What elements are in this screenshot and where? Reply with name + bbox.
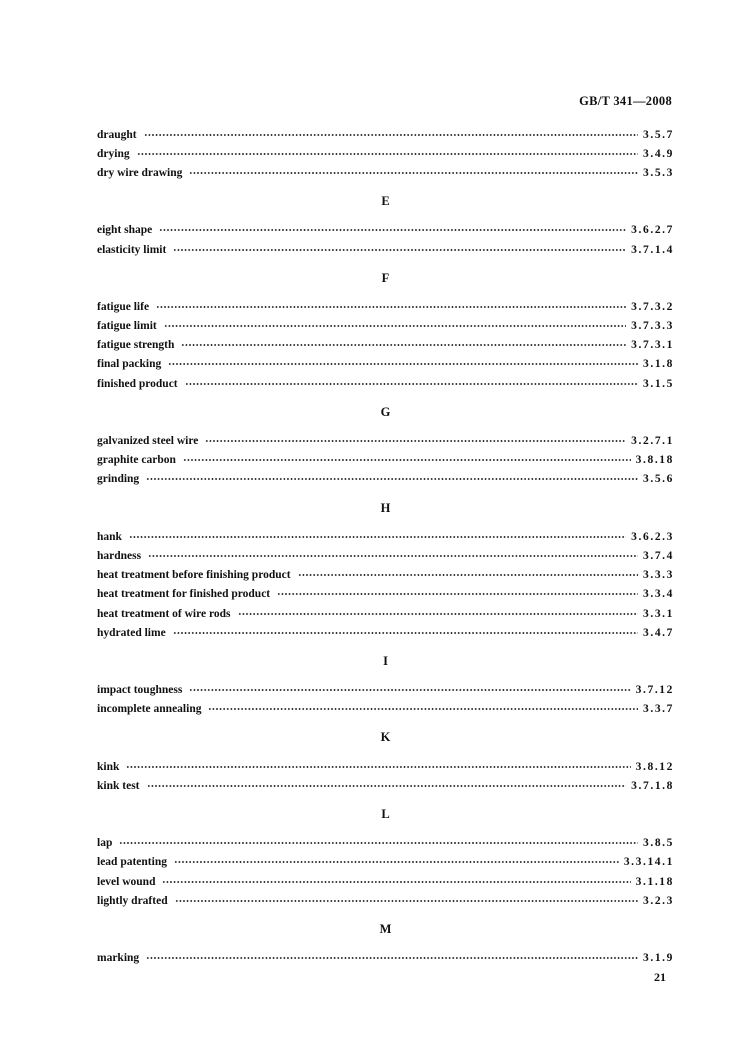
- dot-leader: [185, 374, 638, 393]
- dot-leader: [173, 623, 638, 642]
- dot-leader: [164, 317, 626, 336]
- dot-leader: [208, 700, 638, 719]
- index-entry: [97, 757, 674, 776]
- entry-term: draught: [97, 128, 137, 141]
- dot-leader: [119, 834, 638, 853]
- dot-leader: [298, 566, 638, 585]
- index-entry: [97, 776, 674, 795]
- index-entry: [97, 374, 674, 393]
- entry-term: heat treatment for finished product: [97, 588, 271, 601]
- entry-clause-reference: 3.5.3: [643, 166, 674, 179]
- entry-term: lap: [97, 837, 113, 850]
- entry-clause-reference: 3.1.5: [643, 377, 674, 390]
- dot-leader: [126, 757, 630, 776]
- entry-term: final packing: [97, 358, 162, 371]
- entry-clause-reference: 3.1.9: [643, 952, 674, 965]
- entry-clause-reference: 3.7.3.3: [631, 320, 674, 333]
- entry-term: graphite carbon: [97, 454, 176, 467]
- index-entry: [97, 451, 674, 470]
- dot-leader: [183, 451, 631, 470]
- index-entry: [97, 681, 674, 700]
- letter-heading: E: [381, 194, 390, 209]
- entry-term: hardness: [97, 549, 142, 562]
- dot-leader: [173, 240, 626, 259]
- dot-leader: [147, 776, 627, 795]
- index-entry: [97, 221, 674, 240]
- entry-clause-reference: 3.8.5: [643, 837, 674, 850]
- index-entry: [97, 891, 674, 910]
- index-entry: [97, 527, 674, 546]
- entry-clause-reference: 3.7.12: [635, 684, 674, 697]
- entry-term: drying: [97, 147, 130, 160]
- entry-term: galvanized steel wire: [97, 435, 199, 448]
- index-entry: [97, 623, 674, 642]
- entry-clause-reference: 3.5.7: [643, 128, 674, 141]
- letter-heading: L: [381, 806, 390, 821]
- index-entry: [97, 125, 674, 144]
- entry-term: dry wire drawing: [97, 166, 183, 179]
- entry-clause-reference: 3.3.14.1: [623, 856, 674, 869]
- index-entry: [97, 949, 674, 968]
- dot-leader: [159, 221, 626, 240]
- entry-clause-reference: 3.5.6: [643, 473, 674, 486]
- entry-term: finished product: [97, 377, 178, 390]
- dot-leader: [146, 470, 638, 489]
- letter-heading: M: [379, 921, 392, 936]
- entry-clause-reference: 3.7.3.2: [631, 300, 674, 313]
- entry-term: hank: [97, 530, 122, 543]
- letter-heading: G: [380, 404, 391, 419]
- page-number: 21: [654, 970, 666, 984]
- entry-clause-reference: 3.4.9: [643, 147, 674, 160]
- entry-term: incomplete annealing: [97, 703, 202, 716]
- letter-heading: H: [380, 500, 391, 515]
- dot-leader: [205, 431, 626, 450]
- index-entry: [97, 355, 674, 374]
- entry-term: impact toughness: [97, 684, 183, 697]
- entry-clause-reference: 3.2.3: [643, 894, 674, 907]
- index-entry: [97, 604, 674, 623]
- index-entry: [97, 163, 674, 182]
- entry-clause-reference: 3.7.3.1: [631, 339, 674, 352]
- dot-leader: [181, 336, 626, 355]
- entry-term: kink test: [97, 779, 140, 792]
- dot-leader: [162, 872, 630, 891]
- entry-clause-reference: 3.7.4: [643, 549, 674, 562]
- entry-term: fatigue life: [97, 300, 150, 313]
- entry-clause-reference: 3.2.7.1: [631, 435, 674, 448]
- entry-clause-reference: 3.1.8: [643, 358, 674, 371]
- entry-term: hydrated lime: [97, 626, 166, 639]
- dot-leader: [174, 853, 619, 872]
- dot-leader: [277, 585, 638, 604]
- index-entry: [97, 872, 674, 891]
- entry-clause-reference: 3.1.18: [635, 875, 674, 888]
- index-entry: [97, 297, 674, 316]
- dot-leader: [129, 527, 626, 546]
- entry-term: elasticity limit: [97, 243, 167, 256]
- entry-term: lead patenting: [97, 856, 167, 869]
- index-entry: [97, 853, 674, 872]
- entry-clause-reference: 3.3.4: [643, 588, 674, 601]
- dot-leader: [148, 546, 638, 565]
- entry-term: fatigue strength: [97, 339, 175, 352]
- entry-term: heat treatment before finishing product: [97, 569, 291, 582]
- entry-term: heat treatment of wire rods: [97, 607, 231, 620]
- entry-clause-reference: 3.4.7: [643, 626, 674, 639]
- index-entry: [97, 470, 674, 489]
- index-entry: [97, 144, 674, 163]
- dot-leader: [189, 163, 638, 182]
- dot-leader: [144, 125, 638, 144]
- index-entry: [97, 585, 674, 604]
- entry-term: lightly drafted: [97, 894, 168, 907]
- entry-clause-reference: 3.3.3: [643, 569, 674, 582]
- entry-term: level wound: [97, 875, 156, 888]
- entry-term: eight shape: [97, 224, 153, 237]
- index-entry: [97, 834, 674, 853]
- entry-term: kink: [97, 760, 120, 773]
- index-entry: [97, 546, 674, 565]
- index-entry: [97, 566, 674, 585]
- dot-leader: [156, 297, 626, 316]
- entry-clause-reference: 3.3.1: [643, 607, 674, 620]
- entry-clause-reference: 3.8.18: [635, 454, 674, 467]
- index-entry: [97, 317, 674, 336]
- dot-leader: [168, 355, 638, 374]
- dot-leader: [189, 681, 630, 700]
- index-entry: [97, 700, 674, 719]
- document-header: GB/T 341—2008: [579, 94, 672, 108]
- entry-clause-reference: 3.7.1.8: [631, 779, 674, 792]
- entry-term: grinding: [97, 473, 140, 486]
- index-entry: [97, 431, 674, 450]
- entry-clause-reference: 3.8.12: [635, 760, 674, 773]
- entry-clause-reference: 3.6.2.3: [631, 530, 674, 543]
- letter-heading: I: [383, 653, 388, 668]
- entry-term: marking: [97, 952, 140, 965]
- entry-clause-reference: 3.3.7: [643, 703, 674, 716]
- index-list: [97, 125, 674, 968]
- entry-clause-reference: 3.6.2.7: [631, 224, 674, 237]
- dot-leader: [238, 604, 639, 623]
- dot-leader: [137, 144, 638, 163]
- entry-term: fatigue limit: [97, 320, 157, 333]
- dot-leader: [146, 949, 638, 968]
- letter-heading: K: [380, 730, 391, 745]
- dot-leader: [175, 891, 638, 910]
- entry-clause-reference: 3.7.1.4: [631, 243, 674, 256]
- letter-heading: F: [381, 270, 390, 285]
- index-entry: [97, 240, 674, 259]
- index-entry: [97, 336, 674, 355]
